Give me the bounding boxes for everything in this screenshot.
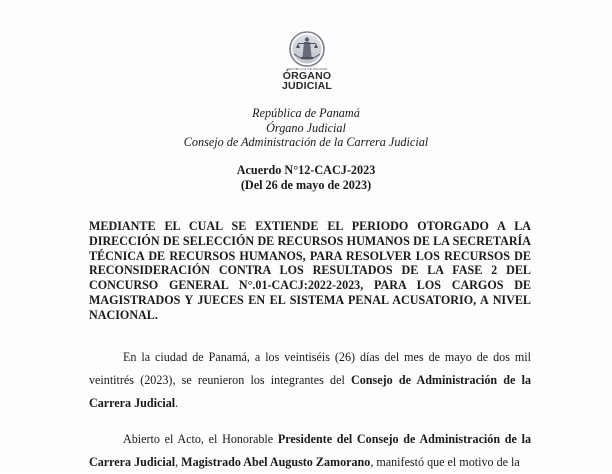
header-line-organ: Órgano Judicial [266, 120, 346, 135]
agreement-date: (Del 26 de mayo de 2023) [240, 177, 372, 192]
logo-word-judicial: JUDICIAL [281, 80, 333, 92]
paragraph-text-end: . [175, 396, 179, 410]
header-line-council: Consejo de Administración de la Carrera Judicial [183, 135, 429, 150]
justice-seal-icon [287, 30, 327, 68]
paragraph-opening [89, 428, 531, 474]
paragraph-text-tail: , manifestó que el motivo de la [370, 455, 520, 469]
paragraph-text: Abierto el Acto, el Honorable [123, 432, 278, 446]
paragraph-text: En la ciudad de Panamá, a los veintiséis (26) días del mes de mayo de dos mil veintitrés (2023), se reunieron los integrantes del [89, 350, 531, 387]
paragraph-bold-president: Presidente del Consejo de Administración de la Carrera Judicial [89, 432, 531, 469]
agreement-subject: MEDIANTE EL CUAL SE EXTIENDE EL PERIODO OTORGADO A LA DIRECCIÓN DE SELECCIÓN DE RECURSOS HUMANOS DE LA SECRETARÍA TÉCNICA DE RECURSOS HUMANOS, PARA RESOLVER LOS RECURSOS DE RECONSIDERACIÓN CONTRA LOS RESULTADOS DE LA FASE 2 DEL CONCURSO GENERAL N°.01-CACJ:2022-2023, PARA LOS CARGOS DE MAGISTRADOS Y JUECES EN EL SISTEMA PENAL ACUSATORIO, A NIVEL NACIONAL. [89, 219, 531, 322]
paragraph-meeting [89, 346, 531, 415]
paragraph-bold-magistrate: Magistrado Abel Augusto Zamorano [181, 455, 371, 469]
agreement-heading [0, 163, 612, 193]
logo-small-caption: REPÚBLICA DE PANAMÁ [286, 67, 328, 71]
paragraph-text-sep: , [175, 455, 182, 469]
organo-judicial-logo [276, 30, 338, 98]
paragraph-bold-council: Consejo de Administración de la Carrera Judicial [89, 373, 531, 410]
agreement-number: Acuerdo N°12-CACJ-2023 [236, 163, 376, 177]
logo-word-organo: ÓRGANO [282, 70, 332, 82]
header-line-republic: República de Panamá [252, 106, 360, 120]
institution-header [0, 106, 612, 150]
